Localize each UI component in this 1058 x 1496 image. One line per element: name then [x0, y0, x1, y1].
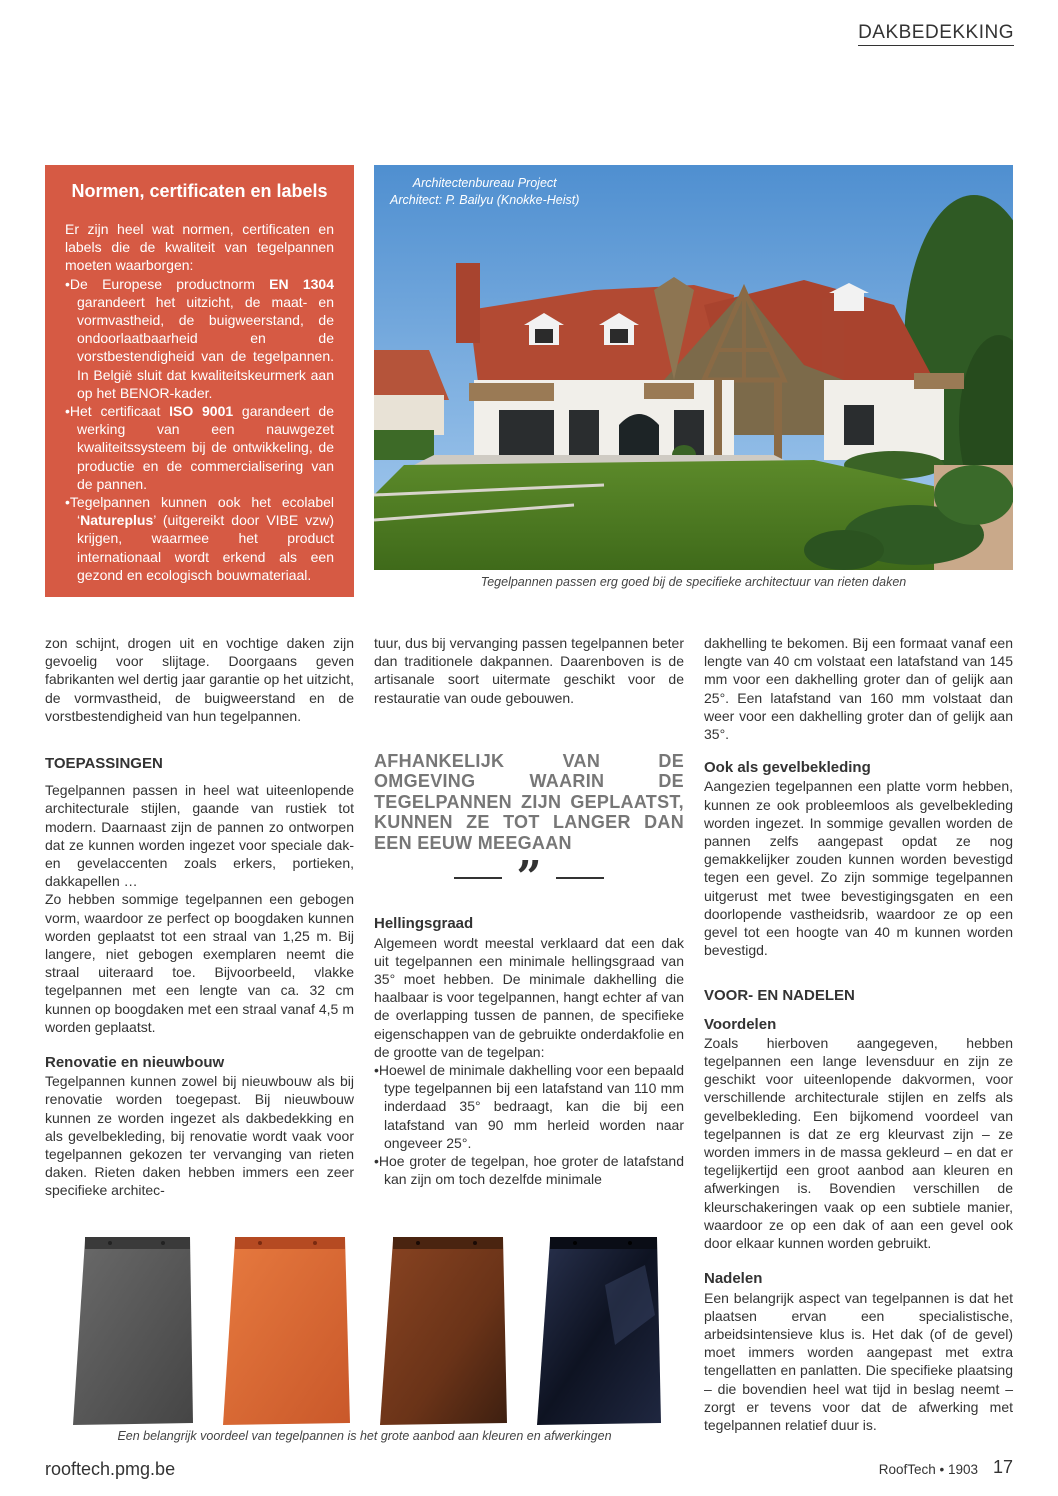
column-1 [45, 634, 354, 1200]
paragraph: Tegelpannen kunnen zowel bij nieuwbouw als bij renovatie worden toegepast. Bij nieuwbouw kunnen ze worden ingezet als dakbedekking en als gevelbekleding, bij renovatie wordt vaak voor tegelpannen gekozen ter vervanging van rieten daken. Rieten daken hebben immers een zeer specifieke architec- [45, 1073, 354, 1199]
list-item: •Hoe groter de tegelpan, hoe groter de latafstand kan zijn om toch dezelfde minimale [374, 1152, 684, 1188]
quote-divider [374, 852, 684, 904]
column-2 [374, 634, 684, 1188]
tiles-caption: Een belangrijk voordeel van tegelpannen is het grote aanbod aan kleuren en afwerkingen [117, 1429, 612, 1443]
sidebar-list [65, 275, 334, 584]
tile-brown [380, 1237, 507, 1425]
quote-mark-icon: ” [516, 852, 542, 904]
heading-renovatie: Renovatie en nieuwbouw [45, 1054, 225, 1072]
pull-quote: AFHANKELIJK VAN DE OMGEVING WAARIN DE TEGELPANNEN ZIJN GEPLAATST, KUNNEN ZE TOT LANGER DAN EEN EEUW MEEGAAN [374, 750, 684, 853]
tile-grey [73, 1237, 193, 1425]
heading-gevelbekleding: Ook als gevelbekleding [704, 759, 871, 777]
paragraph: dakhelling te bekomen. Bij een formaat vanaf een lengte van 40 cm volstaat een latafstand van 145 mm voor een dakhelling groter dan of gelijk aan 25°. Een latafstand van 160 mm volstaat dan weer voor een dakhelling groter dan of gelijk aan 35°. [704, 635, 1013, 743]
list-item: •Hoewel de minimale dakhelling voor een bepaald type tegelpannen bij een latafstand van 110 mm inderdaad 35° bedraagt, kan die bij een latafstand van 90 mm herleid worden naar ongeveer 25°. [374, 1061, 684, 1151]
heading-voordelen: Voordelen [704, 1015, 777, 1033]
tile-orange [223, 1237, 350, 1425]
sidebar-item-iso9001: •Het certificaat ISO 9001 garandeert de werking van een nauwgezet kwaliteitssysteem bij de ontwikkeling, de productie en de commercialisering van de pannen. [65, 403, 334, 492]
sidebar-title: Normen, certificaten en labels [71, 181, 328, 201]
bullet-list [374, 1061, 684, 1188]
heading-nadelen: Nadelen [704, 1270, 763, 1288]
heading-hellingsgraad: Hellingsgraad [374, 915, 474, 933]
sidebar-intro: Er zijn heel wat normen, certificaten en labels die de kwaliteit van tegelpannen moeten waarborgen: [65, 221, 334, 274]
paragraph: Een belangrijk aspect van tegelpannen is dat het plaatsen ervan een specialistische, arbeidsintensieve klus is. Het dak (of de gevel) moet immers worden aangepast met extra tengellatten en panlatten. Die specifieke plaatsing – die bovendien heel wat tijd in beslag neemt – zorgt er tevens voor dat de afwerking met tegelpannen relatief duur is. [704, 1289, 1013, 1433]
paragraph: Zo hebben sommige tegelpannen een gebogen vorm, waardoor ze perfect op boogdaken kunnen worden geplaatst tot een straal van 1,25 m. Bij langere, niet gebogen exemplaren neemt die straal uiteraard toe. Bijvoorbeeld, vlakke tegelpannen met een lengte van ca. 32 cm kunnen op boogdaken met een straal vanaf 4,5 m worden geplaatst. [45, 891, 354, 1035]
heading-toepassingen: TOEPASSINGEN [45, 755, 163, 773]
footer-magazine: RoofTech • 1903 [878, 1462, 978, 1477]
paragraph: Aangezien tegelpannen een platte vorm hebben, kunnen ze ook probleemloos als gevelbekleding worden ingezet. In sommige gevallen worden de pannen zelfs aangepast opdat ze nog gemakkelijker zouden kunnen worden bevestigd tegen een gevel. Zo zijn sommige tegelpannen uitgerust met twee bevestigingsgaten en een doorlopende vastheidsrib, waardoor ze op een gevel tot een hoogte van 40 m kunnen worden bevestigd. [704, 778, 1013, 959]
quote-rule [454, 877, 502, 879]
paragraph: zon schijnt, drogen uit en vochtige daken zijn gevoelig voor slijtage. Doorgaans geven fabrikanten wel dertig jaar garantie op het uitzicht, de vormvastheid, de buigweerstand en de vorstbestendigheid van hun tegelpannen. [45, 635, 354, 724]
quote-rule [556, 877, 604, 879]
heading-voor-en-nadelen: VOOR- EN NADELEN [704, 987, 855, 1005]
section-tag: DAKBEDEKKING [858, 22, 1014, 46]
photo-credit: Architectenbureau Project Architect: P. Bailyu (Knokke-Heist) [390, 176, 580, 207]
paragraph: Algemeen wordt meestal verklaard dat een dak uit tegelpannen een minimale hellingsgraad van 35° moet hebben. De minimale dakhelling die haalbaar is voor tegelpannen, hangt echter af van de overlapping tussen de pannen, de specifieke eigenschappen van de gebruikte onderdakfolie en de grootte van de tegelpan: [374, 934, 684, 1060]
house-photo [374, 165, 1013, 570]
sidebar-item-en1304: •De Europese productnorm EN 1304 garandeert het uitzicht, de maat- en vormvastheid, de buigweerstand, de ondoorlaatbaarheid en de vorstbestendigheid van de tegelpannen. In België sluit dat kwaliteitskeurmerk aan op het BENOR-kader. [65, 275, 335, 401]
paragraph: tuur, dus bij vervanging passen tegelpannen beter dan traditionele dakpannen. Daarenboven is de artisanale soort uitermate geschikt voor de restauratie van oude gebouwen. [374, 635, 684, 706]
tile-black-glazed [537, 1237, 661, 1425]
footer-url-link[interactable]: rooftech.pmg.be [45, 1459, 176, 1479]
column-3 [704, 634, 1013, 1434]
paragraph: Zoals hierboven aangegeven, hebben tegelpannen een lange levensduur en zijn ze geschikt voor uiteenlopende dakvormen, voor verschillende architecturale stijlen en zelfs als gevelbekleding. Een bijkomend voordeel van tegelpannen is dat ze erg kleurvast zijn – ze worden immers in de massa gekleurd – en dat er tegelijkertijd een groot aanbod aan kleuren en afwerkingen is. Bovendien verschillen de kleurschakeringen vaak op een subtiele manier, waardoor ze op een dak of aan een gevel ook door elkaar kunnen worden gebruikt. [704, 1034, 1013, 1252]
paragraph: Tegelpannen passen in heel wat uiteenlopende architecturale stijlen, gaande van rustiek tot modern. Daarnaast zijn de pannen zo ontworpen dat ze kunnen worden ingezet voor speciale dak- en gevelaccenten zoals erkers, portieken, dakkapellen … [45, 782, 354, 890]
sidebar-item-natureplus: •Tegelpannen kunnen ook het ecolabel ‘Natureplus’ (uitgereikt door VIBE vzw) krijgen, waarmee het product internationaal wordt erkend als een gezond en ecologisch bouwmateriaal. [65, 494, 334, 583]
page-number: 17 [992, 1457, 1013, 1477]
tiles-image [45, 1225, 684, 1430]
house-illustration [374, 165, 1013, 570]
photo-caption: Tegelpannen passen erg goed bij de specifieke architectuur van rieten daken [480, 575, 907, 589]
sidebar-box [45, 165, 354, 597]
